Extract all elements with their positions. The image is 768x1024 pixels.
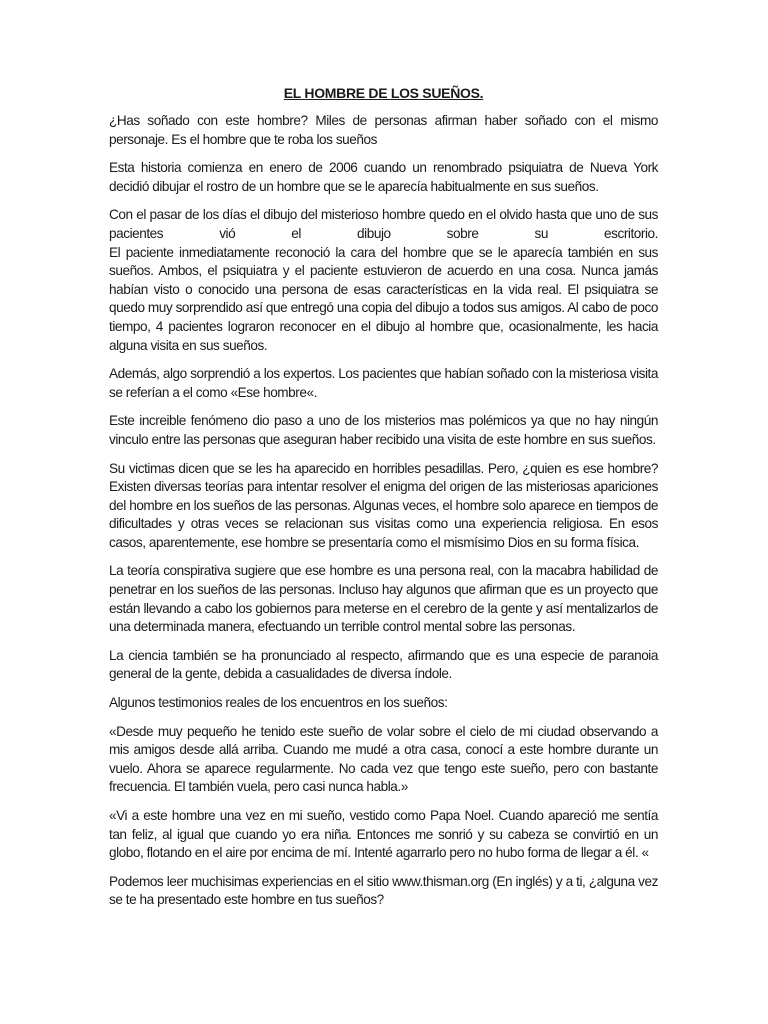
paragraph-victims: Su victimas dicen que se les ha aparecido en horribles pesadillas. Pero, ¿quien es ese hombre? Existen diversas teorías para intentar resolver el enigma del origen de las misteriosas apariciones del hombre en los sueños de las personas. Algunas veces, el hombre solo aparece en tiempos de dificultades y otras veces se relacionan sus visitas como una experiencia religiosa. En esos casos, aparentemente, ese hombre se presentaría como el mismísimo Dios en su forma física. (109, 460, 658, 550)
paragraph-conspiracy: La teoría conspirativa sugiere que ese hombre es una persona real, con la macabra habilidad de penetrar en los sueños de las personas. Incluso hay algunos que afirman que es un proyecto que están llevando a cabo los gobiernos para meterse en el cerebro de la gente y así mentalizarlos de una determinada manera, efectuando un terrible control mental sobre las personas. (109, 563, 658, 635)
paragraph-experts: Además, algo sorprendió a los expertos. Los pacientes que habían soñado con la misteriosa visita se referían a el como «Ese hombre«. (109, 366, 658, 400)
testimony-flying: «Desde muy pequeño he tenido este sueño de volar sobre el cielo de mi ciudad observando a mis amigos desde allá arriba. Cuando me mudé a otra casa, conocí a este hombre durante un vuelo. Ahora se aparece regularmente. No cada vez que tengo este sueño, pero con bastante frecuencia. El también vuela, pero casi nunca habla.» (109, 723, 658, 795)
paragraph-testimonies-heading: Algunos testimonios reales de los encuentros en los sueños: (109, 695, 448, 711)
paragraph-intro: ¿Has soñado con este hombre? Miles de personas afirman haber soñado con el mismo personaje. Es el hombre que te roba los sueños (109, 113, 658, 147)
paragraph-patient (109, 206, 658, 355)
paragraph-phenomenon: Este increible fenómeno dio paso a uno de los misterios mas polémicos ya que no hay ningún vinculo entre las personas que aseguran haber recibido una visita de este hombre en sus sueños. (109, 413, 658, 447)
document-title: EL HOMBRE DE LOS SUEÑOS. (283, 85, 484, 101)
testimony-santa: «Vi a este hombre una vez en mi sueño, vestido como Papa Noel. Cuando apareció me sentía tan feliz, al igual que cuando yo era niña. Entonces me sonrió y su cabeza se convirtió en un globo, flotando en el aire por encima de mí. Intenté agarrarlo pero no hubo forma de llegar a él. « (109, 808, 658, 861)
paragraph-origin: Esta historia comienza en enero de 2006 cuando un renombrado psiquiatra de Nueva York decidió dibujar el rostro de un hombre que se le aparecía habitualmente en sus sueños. (109, 160, 658, 194)
paragraph-patient-rest: El paciente inmediatamente reconoció la cara del hombre que se le aparecía también en sus sueños. Ambos, el psiquiatra y el paciente estuvieron de acuerdo en una cosa. Nunca jamás habían visto o conocido una persona de esas características en la vida real. El psiquiatra se quedo muy sorprendido así que entregó una copia del dibujo a todos sus amigos. Al cabo de poco tiempo, 4 pacientes lograron reconocer en el dibujo al hombre que, ocasionalmente, les hacia alguna visita en sus sueños. (109, 244, 658, 353)
paragraph-closing: Podemos leer muchisimas experiencias en el sitio www.thisman.org (En inglés) y a ti, ¿alguna vez se te ha presentado este hombre en tus sueños? (109, 873, 658, 908)
paragraph-science: La ciencia también se ha pronunciado al respecto, afirmando que es una especie de paranoia general de la gente, debida a casualidades de diversa índole. (109, 647, 658, 682)
document-page (109, 84, 658, 920)
paragraph-patient-first-lines: Con el pasar de los días el dibujo del misterioso hombre quedo en el olvido hasta que uno de sus pacientes vió el dibujo sobre su escritorio. (109, 207, 658, 241)
